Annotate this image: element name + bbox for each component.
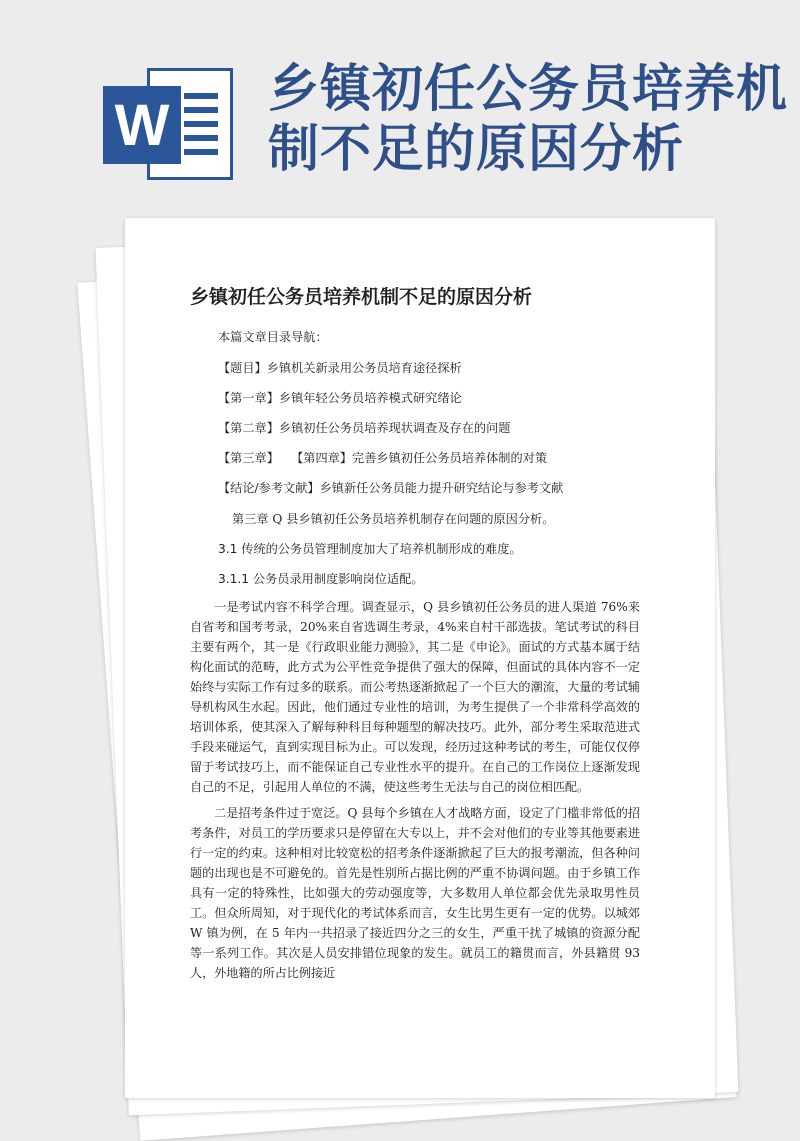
document-title: 乡镇初任公务员培养机制不足的原因分析 — [190, 286, 533, 308]
toc-item: 【第一章】乡镇年轻公务员培养模式研究绪论 — [218, 391, 462, 405]
banner-title: 乡镇初任公务员培养机制不足的原因分析 — [268, 60, 789, 179]
toc-item: 【题目】乡镇机关新录用公务员培育途径探析 — [218, 361, 462, 375]
chapter-heading: 第三章 Q 县乡镇初任公务员培养机制存在问题的原因分析。 — [232, 512, 555, 526]
toc-item: 【第三章】 【第四章】完善乡镇初任公务员培养体制的对策 — [218, 451, 548, 465]
toc-item: 【第二章】乡镇初任公务员培养现状调查及存在的问题 — [218, 421, 511, 435]
word-letter-badge: W — [103, 86, 181, 164]
body-paragraph: 一是考试内容不科学合理。调查显示，Q 县乡镇初任公务员的进人渠道 76%来自省考和国考考录，20%来自省选调生考录，4%来自村干部选拔。笔试考试的科目主要有两个，其一是《行政职业能力测验》，其二是《申论》。面试的方式基本属于结构化面试的范畴，此方式为公平性竞争提供了强大的保障，但面试的具体内容不一定始终与实际工作有过多的联系。而公考热逐渐掀起了一个巨大的潮流，大量的考试辅导机构风生水起。因此，他们通过专业性的培训，为考生提供了一个非常科学高效的培训体系，使其深入了解每种科目每种题型的解决技巧。此外，部分考生采取范进式手段来碰运气，直到实现目标为止。可以发现，经历过这种考试的考生，可能仅仅停留于考试技巧上，而不能保证自己专业性水平的提升。在自己的工作岗位上逐渐发现自己的不足，引起用人单位的不满，使这些考生无法与自己的岗位相匹配。 — [190, 600, 640, 794]
section-heading-3-1-1: 3.1.1 公务员录用制度影响岗位适配。 — [218, 572, 424, 586]
word-logo-icon — [103, 68, 233, 180]
section-heading-3-1: 3.1 传统的公务员管理制度加大了培养机制形成的难度。 — [218, 542, 522, 556]
toc-item: 【结论/参考文献】乡镇新任公务员能力提升研究结论与参考文献 — [218, 481, 564, 495]
body-paragraph: 二是招考条件过于宽泛。Q 县每个乡镇在人才战略方面，设定了门槛非常低的招考条件，对员工的学历要求只是停留在大专以上，并不会对他们的专业等其他要素进行一定的约束。这种相对比较宽松的招考条件逐渐掀起了巨大的报考潮流，但各种问题的出现也是不可避免的。首先是性别所占据比例的严重不协调问题。由于乡镇工作具有一定的特殊性，比如强大的劳动强度等，大多数用人单位都会优先录取男性员工。但众所周知，对于现代化的考试体系而言，女生比男生更有一定的优势。以城郊 W 镇为例，在 5 年内一共招录了接近四分之三的女生，严重干扰了城镇的资源分配等一系列工作。其次是人员安排错位现象的发生。就员工的籍贯而言，外县籍贯 93 人，外地籍的所占比例接近 — [190, 806, 640, 980]
toc-label: 本篇文章目录导航： — [218, 330, 328, 344]
